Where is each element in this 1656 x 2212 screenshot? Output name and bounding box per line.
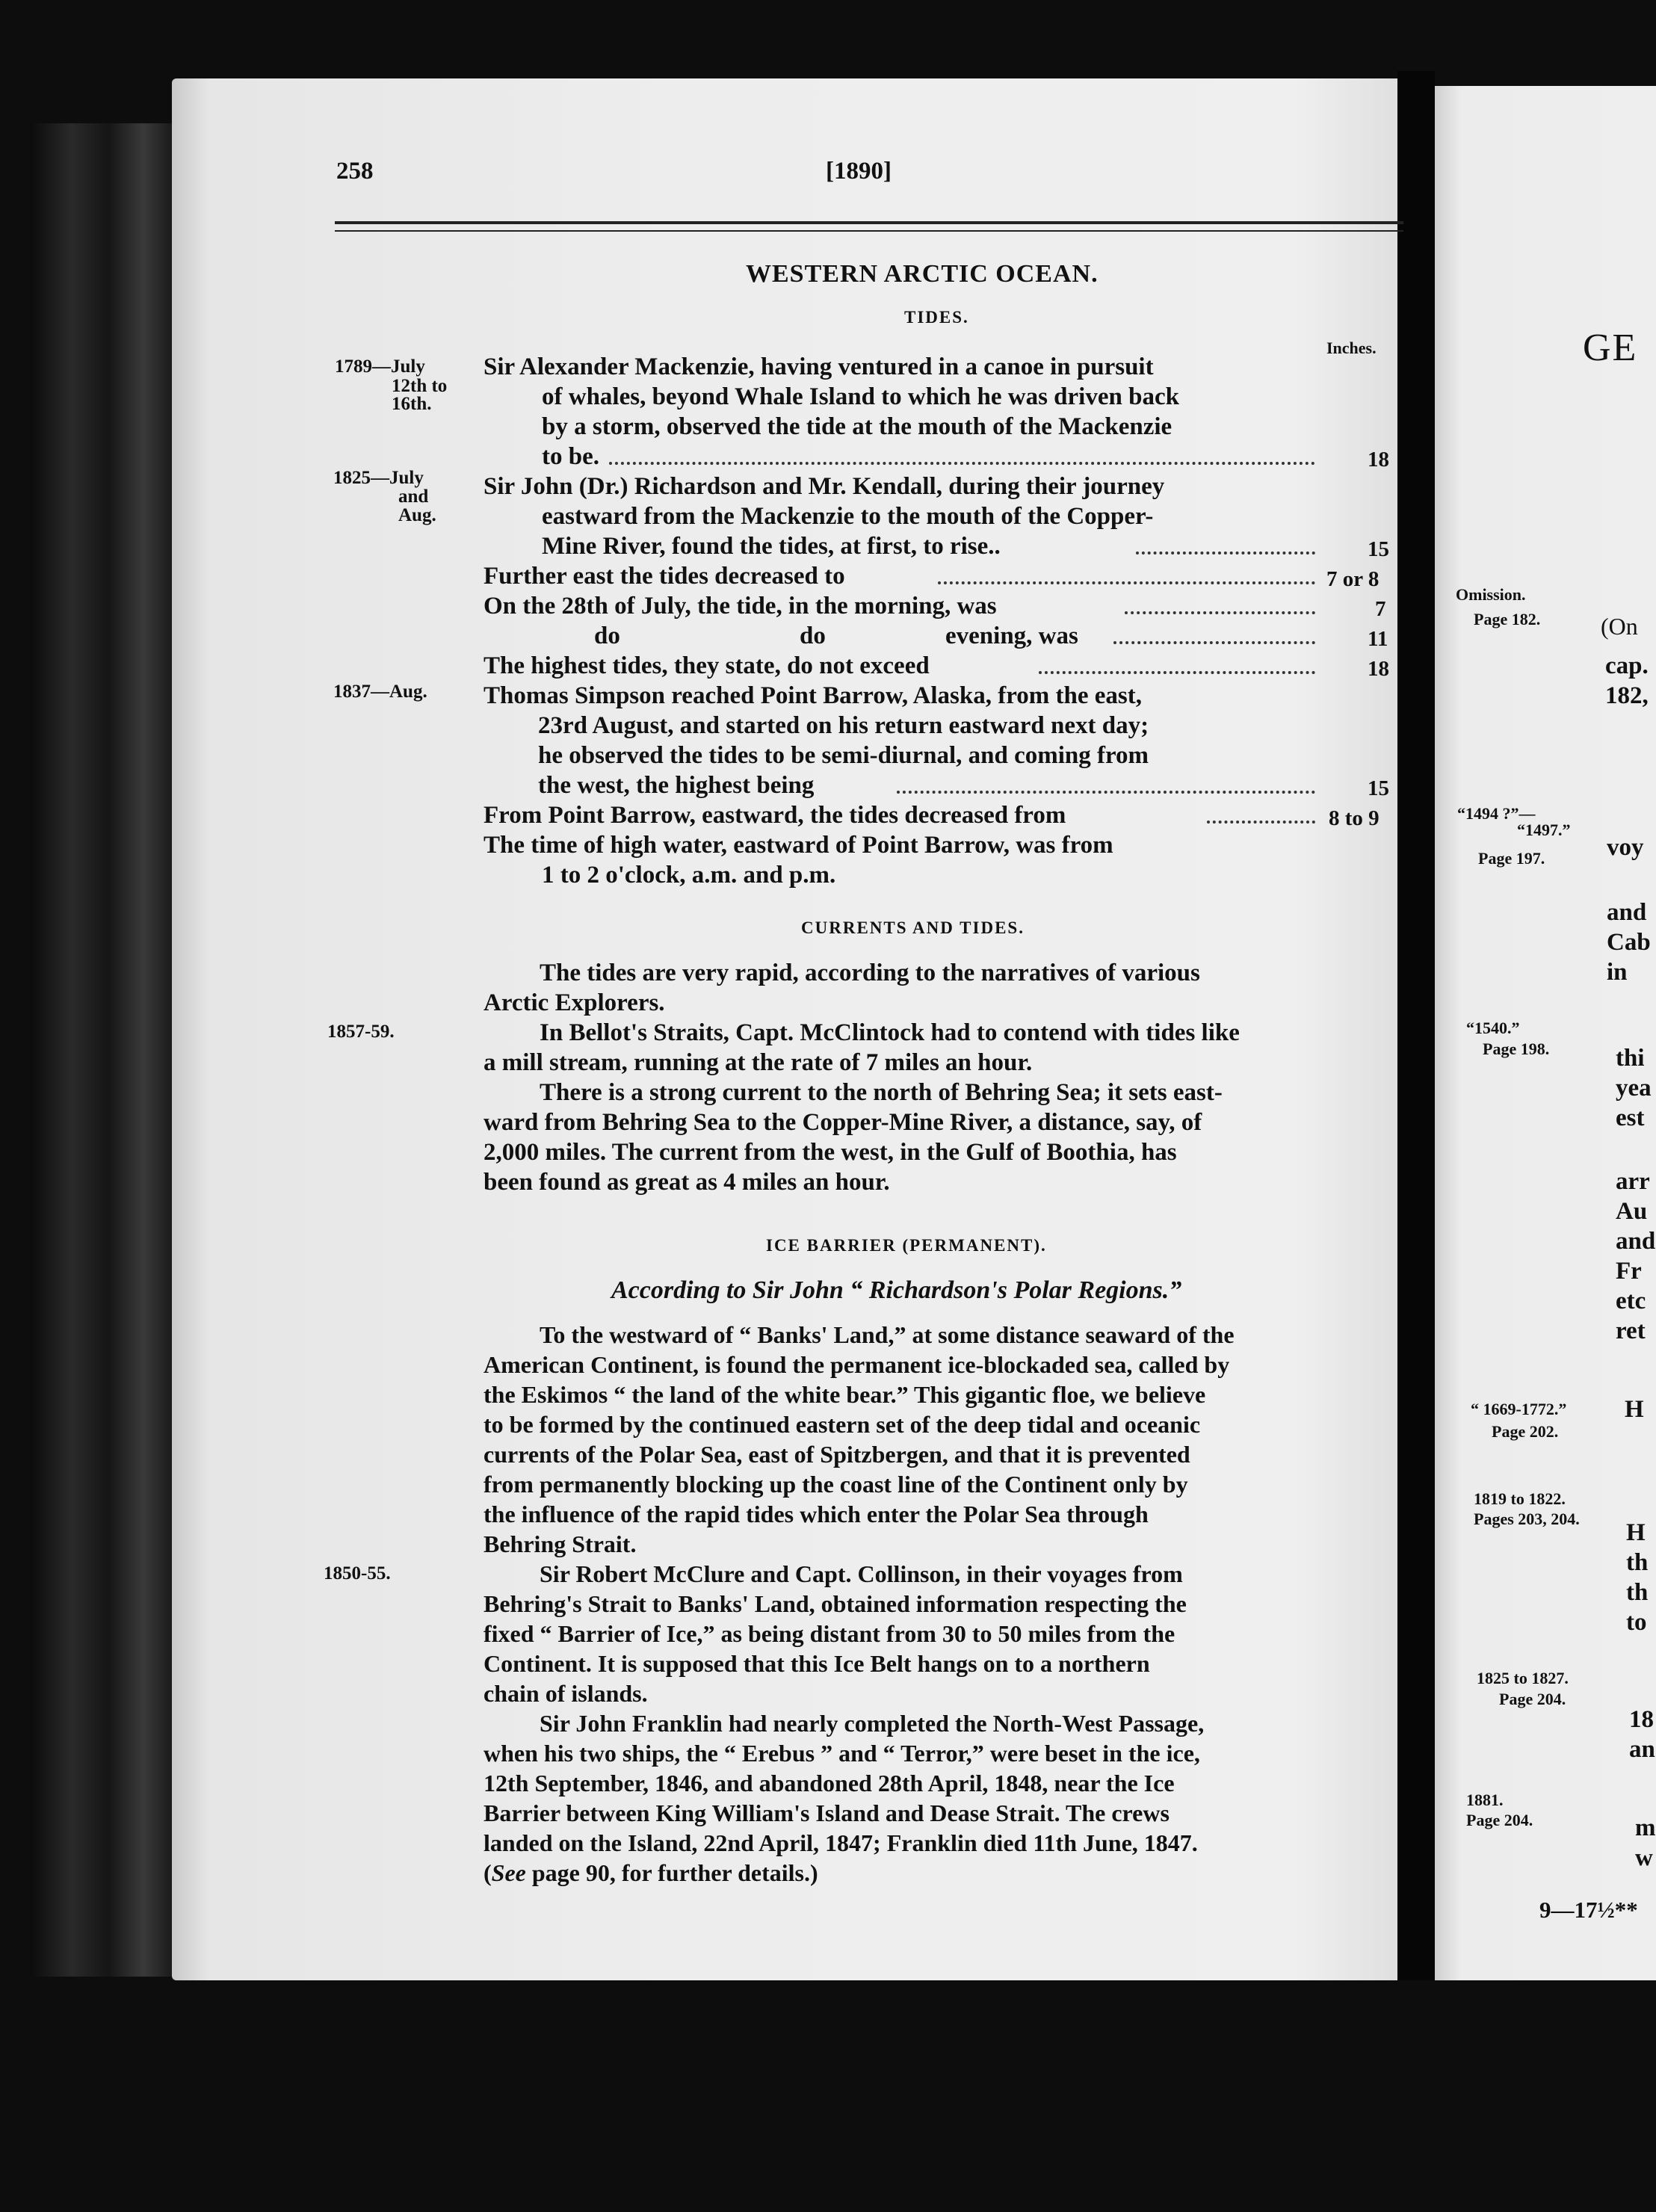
- dot-leader: [938, 581, 1315, 584]
- text-line: On the 28th of July, the tide, in the morning, was: [483, 593, 997, 620]
- value-inches: 15: [1368, 537, 1389, 561]
- text-line: Continent. It is supposed that this Ice Belt hangs on to a northern: [483, 1650, 1150, 1677]
- dot-leader: [1113, 641, 1315, 644]
- value-inches: 18: [1368, 448, 1389, 472]
- margin-date: 1857-59.: [327, 1022, 395, 1042]
- margin-date: 12th to: [392, 376, 448, 396]
- margin-date: 1825—July: [333, 468, 424, 488]
- text-line: Arctic Explorers.: [483, 989, 665, 1016]
- margin-note: Page 197.: [1478, 849, 1545, 868]
- value-inches: 8 to 9: [1329, 806, 1380, 830]
- value-inches: 7: [1375, 597, 1386, 621]
- text-line: Mine River, found the tides, at first, to rise..: [542, 533, 1001, 560]
- text-line: There is a strong current to the north of Behring Sea; it sets east-: [540, 1079, 1223, 1106]
- text-line: In Bellot's Straits, Capt. McClintock had to contend with tides like: [540, 1019, 1240, 1046]
- right-fragment: Au: [1616, 1198, 1648, 1225]
- dot-leader: [1125, 611, 1315, 614]
- text-line: fixed “ Barrier of Ice,” as being distant from 30 to 50 miles from the: [483, 1620, 1175, 1647]
- right-fragment: Fr: [1616, 1258, 1642, 1285]
- page-number: 258: [336, 158, 374, 185]
- margin-date: 1850-55.: [324, 1563, 391, 1584]
- signature-mark: 9—17½**: [1539, 1897, 1638, 1923]
- right-fragment: 18: [1629, 1706, 1654, 1733]
- text-line-see-reference: [483, 1861, 818, 1885]
- text-line: when his two ships, the “ Erebus ” and “ Terror,” were beset in the ice,: [483, 1740, 1200, 1767]
- see-rest: page 90, for further details.): [525, 1859, 818, 1886]
- right-fragment: th: [1626, 1579, 1649, 1606]
- text-line: he observed the tides to be semi-diurnal, and coming from: [538, 742, 1149, 769]
- margin-note: “1497.”: [1517, 821, 1571, 839]
- right-fragment: and: [1607, 899, 1647, 926]
- text-ditto: do: [800, 622, 826, 649]
- text-line: The tides are very rapid, according to the narratives of various: [540, 960, 1200, 986]
- section-subheading: According to Sir John “ Richardson's Polar Regions.”: [611, 1276, 1182, 1304]
- margin-note: Page 202.: [1492, 1422, 1559, 1441]
- text-line: evening, was: [945, 622, 1078, 649]
- value-inches: 7 or 8: [1326, 567, 1380, 591]
- text-ditto: do: [594, 622, 620, 649]
- right-fragment: arr: [1616, 1168, 1650, 1195]
- right-fragment: H: [1626, 1519, 1646, 1546]
- margin-note: “ 1669-1772.”: [1471, 1400, 1567, 1418]
- right-fragment: thi: [1616, 1045, 1645, 1072]
- text-line: From Point Barrow, eastward, the tides decreased from: [483, 802, 1066, 829]
- dot-leader: [1039, 671, 1315, 674]
- text-line: The highest tides, they state, do not exceed: [483, 652, 930, 679]
- text-line: Sir Alexander Mackenzie, having ventured in a canoe in pursuit: [483, 353, 1154, 380]
- text-line: ward from Behring Sea to the Copper-Mine River, a distance, say, of: [483, 1109, 1202, 1136]
- text-line: landed on the Island, 22nd April, 1847; Franklin died 11th June, 1847.: [483, 1829, 1198, 1856]
- column-label-inches: Inches.: [1326, 339, 1377, 357]
- right-fragment: voy: [1607, 834, 1644, 861]
- right-fragment: etc: [1616, 1288, 1646, 1314]
- text-line: Behring's Strait to Banks' Land, obtained information respecting the: [483, 1590, 1187, 1617]
- section-heading-ice: ICE BARRIER (PERMANENT).: [766, 1236, 1047, 1255]
- margin-date: Aug.: [398, 505, 436, 525]
- dot-leader: [609, 462, 1315, 465]
- text-line: the west, the highest being: [538, 772, 815, 799]
- text-line: The time of high water, eastward of Point Barrow, was from: [483, 832, 1113, 859]
- text-line: of whales, beyond Whale Island to which he was driven back: [542, 383, 1179, 410]
- right-page-heading: GE: [1583, 327, 1638, 369]
- text-line: Sir John (Dr.) Richardson and Mr. Kendall, during their journey: [483, 473, 1165, 500]
- right-fragment: Cab: [1607, 929, 1651, 956]
- text-line: 1 to 2 o'clock, a.m. and p.m.: [542, 862, 836, 889]
- margin-note: Page 204.: [1499, 1690, 1566, 1708]
- section-heading-tides: TIDES.: [904, 308, 969, 327]
- right-fragment: to: [1626, 1609, 1647, 1636]
- text-line: a mill stream, running at the rate of 7 miles an hour.: [483, 1049, 1033, 1076]
- margin-date: 1789—July: [335, 356, 425, 377]
- text-line: by a storm, observed the tide at the mouth of the Mackenzie: [542, 413, 1173, 440]
- margin-note: “1494 ?”—: [1457, 804, 1536, 823]
- book-spine: [30, 123, 172, 1977]
- margin-note: Page 198.: [1483, 1039, 1550, 1058]
- page-title: WESTERN ARCTIC OCEAN.: [746, 260, 1099, 288]
- margin-date: 1837—Aug.: [333, 682, 427, 702]
- text-line: eastward from the Mackenzie to the mouth of the Copper-: [542, 503, 1154, 530]
- right-fragment: and: [1616, 1228, 1656, 1255]
- text-line: to be formed by the continued eastern set of the deep tidal and oceanic: [483, 1411, 1201, 1438]
- text-line: To the westward of “ Banks' Land,” at some distance seaward of the: [540, 1321, 1235, 1348]
- text-line: Sir John Franklin had nearly completed the North-West Passage,: [540, 1710, 1205, 1737]
- right-fragment: an: [1629, 1736, 1655, 1763]
- margin-date: and: [398, 486, 429, 507]
- header-rule: [335, 221, 1403, 224]
- text-line: Further east the tides decreased to: [483, 563, 845, 590]
- right-fragment: ret: [1616, 1317, 1646, 1344]
- right-fragment: th: [1626, 1549, 1649, 1576]
- dot-leader: [1207, 821, 1315, 824]
- right-fragment: in: [1607, 959, 1628, 986]
- value-inches: 18: [1368, 657, 1389, 681]
- right-fragment: w: [1635, 1844, 1653, 1871]
- text-line: 2,000 miles. The current from the west, in the Gulf of Boothia, has: [483, 1139, 1177, 1166]
- text-line: from permanently blocking up the coast line of the Continent only by: [483, 1471, 1188, 1498]
- text-line: Sir Robert McClure and Capt. Collinson, in their voyages from: [540, 1560, 1183, 1587]
- section-heading-currents: CURRENTS AND TIDES.: [801, 918, 1025, 937]
- text-line: Thomas Simpson reached Point Barrow, Alaska, from the east,: [483, 682, 1142, 709]
- right-fragment: est: [1616, 1105, 1645, 1131]
- header-rule-thin: [335, 230, 1403, 232]
- text-line: Barrier between King William's Island and Dease Strait. The crews: [483, 1799, 1170, 1826]
- dot-leader: [1136, 552, 1315, 554]
- value-inches: 15: [1368, 776, 1389, 800]
- text-line: 23rd August, and started on his return eastward next day;: [538, 712, 1149, 739]
- margin-note: “1540.”: [1466, 1019, 1520, 1037]
- value-inches: 11: [1368, 627, 1388, 651]
- dot-leader: [897, 791, 1315, 794]
- margin-date: 16th.: [392, 394, 432, 414]
- page-year: [1890]: [826, 158, 892, 185]
- right-fragment: yea: [1616, 1075, 1652, 1102]
- right-fragment: m: [1635, 1814, 1656, 1841]
- page-gutter: [1397, 71, 1435, 1980]
- margin-note: 1825 to 1827.: [1477, 1669, 1569, 1687]
- text-line: American Continent, is found the permanent ice-blockaded sea, called by: [483, 1351, 1230, 1378]
- text-line: chain of islands.: [483, 1680, 648, 1707]
- see-italic: See: [491, 1859, 526, 1886]
- right-fragment: (On: [1601, 613, 1638, 640]
- margin-note: Page 204.: [1466, 1811, 1533, 1829]
- margin-note: Pages 203, 204.: [1474, 1510, 1580, 1528]
- margin-note: 1819 to 1822.: [1474, 1489, 1566, 1508]
- right-fragment: 182,: [1605, 682, 1649, 709]
- text-line: Behring Strait.: [483, 1530, 637, 1557]
- margin-note: Page 182.: [1474, 610, 1541, 628]
- text-line: 12th September, 1846, and abandoned 28th April, 1848, near the Ice: [483, 1770, 1175, 1797]
- text-line: the influence of the rapid tides which enter the Polar Sea through: [483, 1501, 1149, 1527]
- text-line: been found as great as 4 miles an hour.: [483, 1169, 890, 1196]
- margin-note: 1881.: [1466, 1791, 1504, 1809]
- text-line: to be.: [542, 443, 599, 470]
- right-fragment: H: [1625, 1396, 1644, 1423]
- open-paren: (: [483, 1859, 492, 1886]
- right-fragment: cap.: [1605, 652, 1649, 679]
- text-line: the Eskimos “ the land of the white bear.” This gigantic floe, we believe: [483, 1381, 1206, 1408]
- margin-note: Omission.: [1456, 585, 1526, 604]
- text-line: currents of the Polar Sea, east of Spitzbergen, and that it is prevented: [483, 1441, 1190, 1468]
